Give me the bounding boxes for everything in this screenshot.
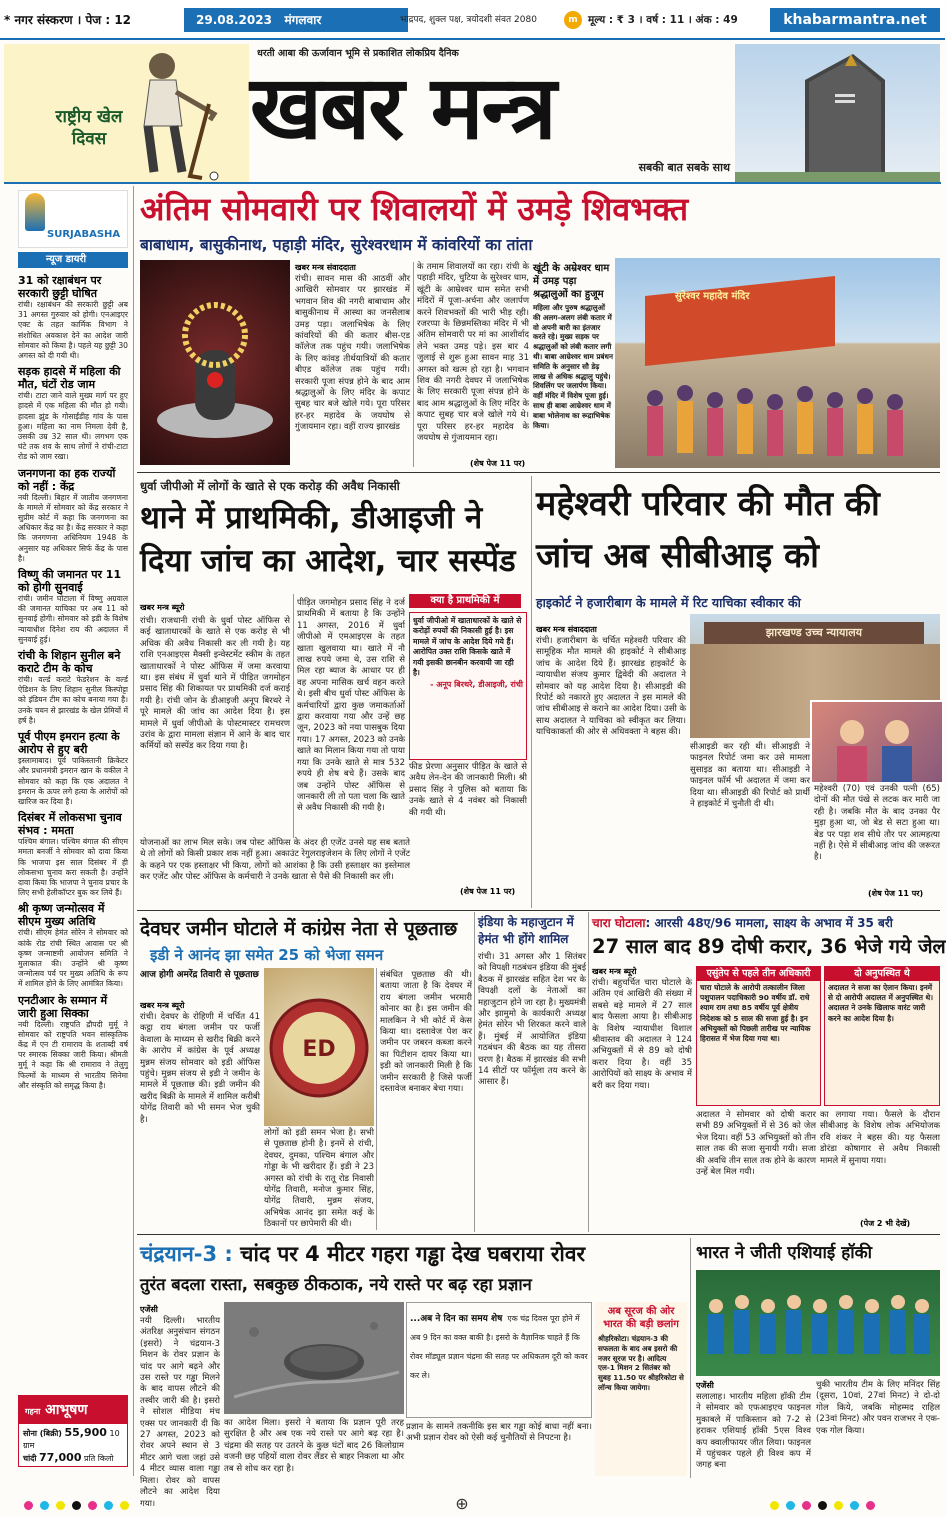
deoghar-col-3: संबंधित पूछताछ की थी। बताया जाता है कि देवघर में राय बंगला जमीन भरमारी कोनार का है। इस जमीन की मालकिन ने भी कोर्ट में केस किया था। दस्तावेज पेश कर जमीन पर जबरन कब्जा करने का पिटीशन दायर किया था। इडी को जानकारी मिली है कि जमीन सरकारी है जिसे फर्जी दस्तावेज बनाकर बेचा गया। (380, 970, 472, 1095)
chandrayaan-sidebox-body: एक चंद्र दिवस पूरा होने में अब 9 दिन का वक्त बाकी है। इसरो के वैज्ञानिक चाहते हैं कि रोवर मॉड्यूल प्रज्ञान चंद्रमा की सतह पर अधिकतम दूरी को कवर कर ले। (410, 1314, 588, 1380)
sports-day-panel (4, 44, 249, 182)
deoghar-col-1: रांची। देवघर के रोहिणी में चर्चित 41 कट्ठा राय बंगला जमीन पर फर्जी केवाला के माध्यम से खरीद बिक्री करने के आरोप में कांग्रेस के पूर्व अध्यक्ष मुन्नम संजय सोमवार को इडी ऑफिस पहुंचे। मुन्नम संजय से इडी ने जमीन के मामले में पूछताछ की। इडी जमीन की खरीद बिक्री के मामले में शामिल करीबी योगेंद्र तिवारी को भी समन भेज चुकी है। (140, 1012, 260, 1125)
team-players-icon (696, 1270, 940, 1376)
alliance-headline: इंडिया के महाजुटान में हेमंत भी होंगे शामिल (478, 915, 574, 946)
news-diary-header (18, 252, 128, 268)
date-box (184, 8, 408, 32)
news-diary-label: न्यूज डायरी (46, 254, 87, 265)
svg-text:ED: ED (302, 1037, 336, 1062)
hockey-team-photo (696, 1270, 940, 1376)
surjabasha-brand: SURJABASHA (47, 229, 121, 240)
diary-item-head: श्री कृष्ण जन्मोत्सव में सीएम मुख्य अतिथि (18, 902, 105, 929)
hockey-col-2: चुकी भारतीय टीम के लिए मनिंदर सिंह (दूसरा, 10वां, 27वां मिनट) ने दो-दो गोल किये, जबकि मोहम्मद राहिल (23वां मिनट) और पवन राजभर ने एक-एक गोल किया। (816, 1380, 940, 1436)
deoghar-col-2: लोगों को इडी समन भेजा है। सभी से पूछताछ होनी है। इनमें से रांची, देवघर, दुमका, पश्चिम बंगाल और गोड्डा के भी खरीदार हैं। इडी ने 23 अगस्त को रांची के रातू रोड निवासी योगेंद्र तिवारी, मनोज कुमार सिंह, योगेंद्र तिवारी, मुन्नम संजय, अभिषेक आनंद झा समेत कई के ठिकानों पर छापेमारी की थी। (264, 1128, 374, 1230)
chandrayaan-col-1: नयी दिल्ली। भारतीय अंतरिक्ष अनुसंधान संगठन (इसरो) ने चंद्रयान-3 मिशन के रोवर प्रज्ञान के चांद पर आगे बढ़ने और उस रास्ते पर गड्ढा मिलने के बाद वापस लौटने की तस्वीर जारी की है। इसरो ने सोशल मीडिया मंच एक्स पर जानकारी दी कि 27 अगस्त, 2023 को रोवर अपने स्थान से 3 मीटर आगे चला जहां उसे 4 मीटर व्यास वाला गड्ढा मिला। रोवर को वापस लौटने का आदेश दिया गया। (140, 1316, 220, 1509)
diary-item-body: रांची। सीएम हेमंत सोरेन ने सोमवार को कांके रोड रांची स्थित आवास पर श्री कृष्ण जन्माष्टमी आयोजन समिति ने मुलाकात की। उन्होंने श्री कृष्ण जन्मोत्सव पर्व पर मुख्य अतिथि के रूप में शामिल होने के लिए आमंत्रित किया। (18, 928, 128, 989)
fodder-col-2: अदालत ने सोमवार को दोषी करार सभी 89 अभियुक्तों में से 36 को जेल भेज दिया। वहीं 53 अभियुक्तों को तीन साल तक की सजा सुनायी गयी। सजा की अवधि तीन साल तक होने के कारण उन्हें बेल मिल गयी। (696, 1110, 816, 1178)
maheshwari-col-3: महेश्वरी (70) एवं उनकी पत्नी (65) दोनों की मौत पंखे से लटक कर मारी जा रही है। जबकि मौत के बाद उनका पैर मुड़ा हुआ था, जो बेड से सटा हुआ था। बेड पर पड़ा शव सीधे तौर पर आत्महत्या नहीं है। ऐसे में सीबीआइ जांच की जरूरत है। (814, 784, 940, 863)
gold-rate: 55,900 (64, 1426, 107, 1439)
masthead-tagline: धरती आबा की ऊर्जावान भूमि से प्रकाशित लोकप्रिय दैनिक (257, 48, 459, 59)
diary-item-body: रांची। टाटा जाने वाले मुख्य मार्ग पर हुए हादसे में एक महिला की मौत हो गयी। हादसा झुंड के गोसाईंडीह गांव के पास हुआ। महिला का नाम निमला देवी है, उसकी उम्र 32 साल थी। लगभग एक घंटे तक शव के साथ लोगों ने रांची-टाटा रोड को जाम रखा। (18, 391, 128, 462)
dhurwa-kicker: धुर्वा जीपीओ में लोगों के खाते से एक करोड़ की अवैध निकासी (140, 479, 400, 493)
fodder-box-right (824, 966, 940, 1106)
chandrayaan-byline: एजेंसी (140, 1305, 158, 1314)
maheshwari-headline: महेश्वरी परिवार की मौत की जांच अब सीबीआइ को (536, 484, 880, 576)
dhurwa-box (409, 612, 527, 760)
fodder-kicker: चारा घोटाला (592, 916, 646, 930)
temple-sign: सुरेश्वर महादेव मंदिर (675, 291, 750, 302)
price-issue: मूल्य : ₹ 3 । वर्ष : 11 । अंक : 49 (588, 14, 738, 26)
jewel-brand: आभूषण (45, 1402, 88, 1418)
silver-rate: 77,000 (39, 1451, 82, 1464)
diary-item-head: सड़क हादसे में महिला की मौत, घंटों रोड जाम (18, 365, 121, 392)
lead-col-2: के तमाम शिवालयों का रहा। रांची के पहाड़ी मंदिर, चुटिया के सुरेश्वर धाम, खूंटी के आम्रेश्वर धाम समेत सभी मंदिरों में पूजा-अर्चना और जलार्पण करने शिवभक्तों की भारी भीड़ रही। रजरप्पा के छिन्नमस्तिका मंदिर में भी अंतिम सोमवारी पर मां का आशीर्वाद लेने भक्त उमड़ पड़े। इस बार 4 जुलाई से शुरू हुआ सावन माह 31 अगस्त को खत्म हो रहा है। भगवान शिव की नगरी देवघर में जलाभिषेक के लिए सरकारी पूजा संपन्न होने के बाद आम श्रद्धालुओं के लिए मंदिर के कपाट सुबह चार बजे खोले गये थे। पूरा परिसर हर-हर महादेव के जयघोष से गुंजायमान रहा। (417, 262, 530, 444)
diary-item-body: नयी दिल्ली। बिहार में जातीय जनगणना के मामले में सोमवार को केंद्र सरकार ने सुप्रीम कोर्ट में कहा कि जनगणना का अधिकार केंद्र का है। केंद्र सरकार ने कहा कि जनगणना अधिनियम 1948 के अनुसार यह अधिकार सिर्फ केंद्र के पास है। (18, 492, 128, 563)
moon-surface-photo (224, 1302, 404, 1414)
fodder-kicker-line (592, 914, 940, 932)
shivling-photo (140, 260, 290, 465)
fodder-col-3: का लगाया गया। फैसले के दौरान सीबीआइ के विशेष लोक अभियोजक रवि शंकर ने बहस की। यह फैसला डोरंडा कोषागार से अवैध निकासी मामले में सुनाया गया। (820, 1110, 940, 1166)
diary-item-head: विष्णु की जमानत पर 11 को होगी सुनवाई (18, 568, 122, 595)
maheshwari-byline: खबर मन्त्र संवाददाता (536, 625, 597, 634)
edition-label: * नगर संस्करण । पेज : 12 (4, 8, 179, 32)
fodder-continued: (पेज 2 भी देखें) (860, 1219, 911, 1228)
maheshwari-col-1: रांची। हजारीबाग के चर्चित महेश्वरी परिवार की सामूहिक मौत मामले की हाइकोर्ट ने सीबीआइ जांच के आदेश दिये हैं। झारखंड हाइकोर्ट के न्यायाधीश संजय कुमार द्विवेदी की अदालत ने सोमवार को यह आदेश दिया है। सीआइडी की रिपोर्ट को नकारते हुए अदालत ने इस मामले की जांच सीबीआइ से कराने का आदेश दिया। उसी के साथ अदालत ने याचिका को स्वीकृत कर लिया। याचिकाकर्ता की ओर से अधिवक्ता ने बहस की। (536, 636, 686, 738)
shivling-icon (140, 260, 290, 465)
lead-headline: अंतिम सोमवारी पर शिवालयों में उमड़े शिवभक्त (140, 190, 689, 228)
slogan: सबकी बात सबके साथ (638, 161, 730, 174)
deoghar-subhead: इडी ने आनंद झा समेत 25 को भेजा समन (150, 946, 384, 964)
aditya-head: अब सूरज की ओर भारत की बड़ी छलांग (603, 1306, 679, 1330)
dhurwa-byline: खबर मन्त्र ब्यूरो (140, 603, 185, 612)
diary-item-head: एनटीआर के सम्मान में जारी हुआ सिक्का (18, 993, 108, 1020)
temple-tower-photo (735, 44, 940, 184)
court-sign: झारखण्ड उच्च न्यायालय (704, 622, 924, 644)
deoghar-byline: खबर मन्त्र ब्यूरो (140, 1001, 185, 1010)
sports-day-title: राष्ट्रीय खेल दिवस (55, 107, 123, 149)
temple-tower-icon (735, 44, 940, 184)
registration-mark-icon: ⊕ (455, 1494, 469, 1513)
hockey-headline: भारत ने जीती एशियाई हॉकी (696, 1243, 873, 1263)
diary-item-body: रांची। जमीन घोटाला में विष्णु अग्रवाल की जमानत याचिका पर अब 11 को सुनवाई होगी। सोमवार को इडी के विशेष न्यायाधीश दिनेश राय की अदालत में सुनवाई हुई। (18, 594, 128, 644)
lead-byline: खबर मन्त्र संवाददाता (295, 263, 356, 272)
diary-item-head: 31 को रक्षाबंधन पर सरकारी छुट्टी घोषित (18, 274, 102, 300)
fodder-box-left-head: एसुंतेप से पहले तीन अधिकारी (697, 967, 820, 981)
diary-item-body: रांची। रक्षाबंधन की सरकारी छुट्टी अब 31 अगस्त गुरुवार को होगी। एनआइएर एक्ट के तहत कार्मिक विभाग ने संशोधित अवकाश देने का आदेश जारी सोमवार को किया है। पहले यह छुट्टी 30 अगस्त को दी गयी थी। (18, 300, 128, 361)
silver-unit: प्रति किलो (84, 1454, 114, 1463)
fodder-col-1: रांची। बहुचर्चित चारा घोटाले के अंतिम एवं आखिरी की संख्या में सबसे बड़े मामले में 27 साल बाद फैसला आया है। सीबीआइ के विशेष न्यायाधीश विशाल श्रीवास्तव की अदालत ने 124 अभियुक्तों में से 89 को दोषी करार दिया है। वहीं 35 आरोपियों को साक्ष्य के अभाव में बरी कर दिया गया। (592, 978, 692, 1091)
gold-unit: 10 ग्राम (23, 1429, 120, 1450)
silver-label: चांदी (23, 1454, 37, 1463)
newspaper-title: खबर मन्त्र (250, 56, 555, 159)
aditya-body: श्रीहरिकोटा। चंद्रयान-3 की सफलता के बाद अब इसरो की नजर सूरज पर है। आदित्य एल-1 मिशन 2 सितंबर को सुबह 11.50 पर श्रीहरिकोटा से लॉन्च किया जायेगा। (598, 1334, 684, 1392)
news-diary-column (18, 272, 128, 1388)
chandrayaan-headline: चांद पर 4 मीटर गहरा गड्ढा देख घबराया रोवर (240, 1242, 586, 1266)
gold-label: सोना (बिक्री) (23, 1429, 62, 1438)
fodder-headline: 27 साल बाद 89 दोषी करार, 36 भेजे गये जेल (592, 935, 946, 958)
diary-item-head: जनगणना का हक राज्यों को नहीं : केंद्र (18, 466, 116, 493)
diary-item-body: पश्चिम बंगाल। पश्चिम बंगाल की सीएम ममता बनर्जी ने सोमवार को दावा किया कि भाजपा इस साल दिसंबर में ही लोकसभा चुनाव करा सकती है। उन्होंने दावा किया कि भाजपा ने चुनाव प्रचार के लिए सभी हेलीकॉप्टर बुक कर लिये हैं। (18, 837, 128, 898)
alliance-body: रांची। 31 अगस्त और 1 सितंबर को विपक्षी गठबंधन इंडिया की मुंबई बैठक में झारखंड सहित देश भर के विपक्षी दलों के नेताओं का महाजुटान होने जा रहा है। मुख्यमंत्री और झामुमो के कार्यकारी अध्यक्ष हेमंत सोरेन भी शिरकत करने वाले हैं। मुंबई में आयोजित इंडिया गठबंधन की बैठक का यह तीसरा चरण है। बैठक में झारखंड की सभी 14 सीटों पर फॉर्मूला तय करने के आसार हैं। (478, 952, 586, 1088)
enforcement-directorate-icon (264, 968, 374, 1126)
jewel-prefix: गहना (25, 1407, 41, 1416)
chandrayaan-col-3: प्रज्ञान के सामने तकनीकि इस बार गड्ढा कोई बाधा नहीं बना। अभी प्रज्ञान रोवर को ऐसी कई चुनौतियों से निपटना है। (406, 1422, 592, 1444)
website-link[interactable]: khabarmantra.net (770, 8, 940, 32)
dhurwa-quote-by: - अनूप बिरथरे, डीआइजी, रांची (430, 680, 523, 690)
fodder-box-left (696, 966, 821, 1106)
deoghar-headline: देवघर जमीन घोटाले में कांग्रेस नेता से पूछताछ (140, 918, 458, 940)
temple-crowd-photo (615, 258, 940, 468)
jewellery-ad[interactable] (18, 1395, 128, 1467)
fodder-box-left-body: चारा घोटाले के आरोपी तत्कालीन जिला पशुपालन पदाधिकारी 90 वर्षीय डॉ. राधे श्याम राम तथा 85 वर्षीय पूर्व क्षेत्रीय निदेशक को 5 साल की सजा हुई है। इन अभियुक्तों को पिछली तारीख पर न्यायिक हिरासत में भेज दिया गया था। (700, 983, 811, 1044)
dhurwa-headline: थाने में प्राथमिकी, डीआइजी ने दिया जांच का आदेश, चार सस्पेंड (140, 500, 516, 579)
moon-crater-icon (224, 1302, 404, 1414)
ed-logo-photo (264, 968, 374, 1126)
dhurwa-box-body: फीड प्रेरणा अनुसार पीड़ित के खाते से अवैध लेन-देन की जानकारी मिली। श्री प्रसाद सिंह ने पुलिस को बताया कि उनके खाते से 4 नवंबर को निकासी की गयी थी। (409, 762, 527, 818)
diary-item-head: रांची के शिहान सुनील बने कराटे टीम के कोच (18, 649, 121, 676)
lead-subhead: बाबाधाम, बासुकीनाथ, पहाड़ी मंदिर, सुरेश्वरधाम में कांवरियों का तांता (140, 236, 533, 254)
aditya-box (595, 1302, 687, 1476)
sidebox-body: महिला और पुरुष श्रद्धालुओं की अलग-अलग लंबी कतार में वो अपनी बारी का इंतजार करते रहे। मुख्य सड़क पर श्रद्धालुओं को लंबी कतार लगी थी। बाबा आम्रेश्वर धाम प्रबंधन समिति के अनुसार सौ डेढ़ लाख से अधिक श्रद्धालु पहुंचे। शिवलिंग पर जलार्पण किया। वहीं मंदिर में विशेष पूजा हुई। साथ ही बाबा आम्रेश्वर धाम में बाबा भोलेनाथ का रूद्राभिषेक किया। (533, 303, 613, 430)
issue-date: 29.08.2023 (196, 13, 272, 27)
maheshwari-continued: (शेष पेज 11 पर) (868, 889, 924, 898)
color-registration-left (24, 1500, 129, 1510)
dhurwa-col-2: पीड़ित जगमोहन प्रसाद सिंह ने दर्ज प्राथमिकी में बताया है कि उन्होंने 11 अगस्त, 2016 में धुर्वा जीपीओ में एमआइएस के तहत खाता खुलवाया था। खाते में नौ लाख रुपये जमा थे, उस राशि से मिल रहा ब्याज के आधार पर ही वह अपना मासिक खर्च वहन करते थे। इसी बीच धुर्वा पोस्ट ऑफिस के कर्मचारियों द्वारा कुछ जमाकर्ताओं द्वारा करवाया गया और उन्हें छह जून, 2023 को नया पासबुक दिया गया। 17 अगस्त, 2023 को उनके खाते का मिलान किया गया तो पाया गया कि उनके खाते से मात्र 532 रुपये ही शेष बचे हैं। उसके बाद जब उन्होंने पोस्ट ऑफिस से जानकारी ली तो पता चला कि खाते से अवैध निकासी की गयी है। (297, 598, 405, 814)
fodder-kicker-rest: : आरसी 48ए/96 मामला, साक्ष्य के अभाव में 35 बरी (645, 916, 893, 930)
diary-item-body: इस्लामाबाद। पूर्व पाकिस्तानी क्रिकेटर और प्रधानमंत्री इमरान खान के वकील ने सोमवार को कहा कि एक अदालत ने इमरान के ऊपर लगे हत्या के आरोपों को खारिज कर दिया है। (18, 756, 128, 806)
sidebox-head: खूंटी के अम्रेश्वर धाम में उमड़ पड़ा श्रद्धालुओं का हुजूम (533, 263, 610, 300)
maheshwari-col-2: सीआइडी कर रही थी। सीआइडी ने फाइनल रिपोर्ट जमा कर उसे मामला सुसाइड का बताया था। सीआइडी ने फाइनल फॉर्म भी अदालत में जमा कर दिया था। सीआइडी की रिपोर्ट को प्रार्थी ने हाइकोर्ट में चुनौती दी थी। (690, 742, 810, 810)
surjabasha-ad[interactable] (18, 190, 128, 248)
top-info-bar (0, 0, 945, 40)
family-icon (812, 702, 942, 782)
color-registration-right (770, 1500, 875, 1510)
dhurwa-box-title: क्या है प्राथमिकी में (409, 594, 521, 608)
deoghar-side: आज होगी अमरेंद्र तिवारी से पूछताछ (140, 970, 259, 980)
chandrayaan-headline-line (140, 1238, 685, 1270)
fodder-byline: खबर मन्त्र ब्यूरो (592, 967, 637, 976)
diary-item-body: नयी दिल्ली। राष्ट्रपति द्रौपदी मुर्मू ने सोमवार को राष्ट्रपति भवन सांस्कृतिक केंद्र में एन टी रामाराव के शताब्दी वर्ष पर स्मारक सिक्का जारी किया। श्रीमती मुर्मू ने कहा कि श्री रामाराव ने तेलुगु फिल्मों के माध्यम से भारतीय सिनेमा और संस्कृति को समृद्ध किया है। (18, 1019, 128, 1090)
lead-col-1: रांची। सावन मास की आठवीं और आखिरी सोमवार पर झारखंड में भगवान शिव की नगरी बाबाधाम और बासुकीनाथ में आस्था का जनसैलाब उमड़ पड़ा। जलाभिषेक के लिए कांवरियों की की कतार बीस-एड कॉलेज तक पहुंच गयी। जलाभिषेक के लिए कांवड़ तीर्थयात्रियों की कतार बीएड कॉलेज तक पहुंच गयी। सरकारी पूजा संपन्न होने के बाद आम श्रद्धालुओं के लिए मंदिर के कपाट सुबह चार बजे खोले गये। पूरा परिसर हर-हर महादेव के जयघोष से गुंजायमान रहा। वहीं राज्य झारखंड (295, 274, 410, 433)
surjabasha-logo-icon (25, 193, 45, 231)
fodder-box-right-head: दो अनुपस्थित थे (825, 967, 939, 981)
hindu-date: भाद्रपद, शुक्ल पक्ष, त्रयोदशी संवत 2080 (400, 15, 537, 25)
chandrayaan-col-2: का आदेश मिला। इसरो ने बताया कि प्रज्ञान पूरी तरह सुरक्षित है और अब एक नये रास्ते पर आगे बढ़ रहा है। चंद्रमा की सतह पर उतरने के कुछ घंटों बाद 26 किलोग्राम वजनी छह पहियों वाला रोवर लैंडर से बाहर निकला था और तब से शोध कर रहा है। (224, 1418, 404, 1474)
lead-continued: (शेष पेज 11 पर) (470, 459, 526, 468)
chandrayaan-sidebox (406, 1302, 592, 1418)
family-photo (810, 700, 944, 784)
fodder-box-right-body: अदालत ने सजा का ऐलान किया। इनमें से दो आरोपी अदालत में अनुपस्थित थे। अदालत ने उनके खिलाफ वारंट जारी करने का आदेश दिया है। (828, 983, 934, 1023)
crowd-icon (615, 258, 940, 468)
dhurwa-quote: धुर्वा जीपीओ में खाताधारकों के खाते से करोड़ों रुपयों की निकासी हुई है। इस मामले में जांच के आदेश दिये गये हैं। आरोपित उक्त राशि किसके खाते में गयी इसकी छानबीन करवायी जा रही है। (413, 616, 522, 678)
chandrayaan-kicker: चंद्रयान-3 : (140, 1242, 233, 1266)
logo-badge-icon: m (564, 11, 582, 29)
hockey-col-1: सलालाह। भारतीय महिला हॉकी टीम ने सोमवार को एफआइएच फाइनल मुकाबले में पाकिस्तान को 7-2 से हराकर एशियाई हॉकी 5एस विश्व कप क्वालीफायर जीत लिया। फाइनल में पहुंचकर पहले ही विश्व कप में जगह बना (696, 1392, 811, 1471)
diary-item-head: पूर्व पीएम इमरान हत्या के आरोप से हुए बरी (18, 730, 120, 757)
maheshwari-subhead: हाइकोर्ट ने हजारीबाग के मामले में रिट याचिका स्वीकार की (536, 595, 801, 610)
dhurwa-col-1: रांची। राजधानी रांची के धुर्वा पोस्ट ऑफिस से कई खाताधारकों के खाते से एक करोड़ से भी अधिक की अवैध निकासी कर ली गयी है। यह राशि एनआइएस मैक्सी इन्वेस्टमेंट स्कीम के तहत खाताधारकों ने पोस्ट ऑफिस में जमा करवाया था। इस संबंध में धुर्वा थाने में पीड़ित जगमोहन प्रसाद सिंह की शिकायत पर प्राथमिकी दर्ज कराई गयी है। रांची जोन के डीआइजी अनूप बिरथरे ने पूरे मामले की जांच का आदेश दिया है। इस मामले में धुर्वा जीपीओ के पोस्टमास्टर रामचरण उरांव के द्वारा मामला संज्ञान में आने के बाद चार कर्मियों को सस्पेंड कर दिया गया है। (140, 616, 290, 752)
lead-sidebox (533, 262, 613, 467)
weekday: मंगलवार (284, 13, 322, 27)
hockey-byline: एजेंसी (696, 1381, 714, 1390)
diary-item-head: दिसंबर में लोकसभा चुनाव संभव : ममता (18, 811, 122, 838)
dhurwa-continued: (शेष पेज 11 पर) (460, 887, 516, 896)
chandrayaan-sidebox-head: ...अब ने दिन का समय शेष (410, 1314, 503, 1324)
dhurwa-col-3: योजनाओं का लाभ मिल सके। जब पोस्ट ऑफिस के अंदर ही एजेंट उनसे यह सब बताते थे तो लोगों को किसी प्रकार शक नहीं हुआ। अकाउंट रेगुलराइजेशन के लिए लोगों ने एजेंट के कहने पर एक हस्ताक्षर भी किया, लोगों को आशंका है कि उसी हस्ताक्षर का इस्तेमाल कर एजेंट और पोस्ट ऑफिस के कर्मचारी ने उनके खाता से पैसे की निकासी कर ली। (140, 838, 410, 883)
diary-item-body: रांची। वर्ल्ड कराटे फेडरेशन के वर्ल्ड ऐडिशन के लिए शिहान सुनील किस्पोट्टा को इंडियन टीम का कोच बनाया गया है। उनके चयन से झारखंड के खेल प्रेमियों में हर्ष है। (18, 675, 128, 725)
chandrayaan-subhead: तुरंत बदला रास्ता, सबकुछ ठीकठाक, नये रास्ते पर बढ़ रहा प्रज्ञान (140, 1275, 532, 1294)
